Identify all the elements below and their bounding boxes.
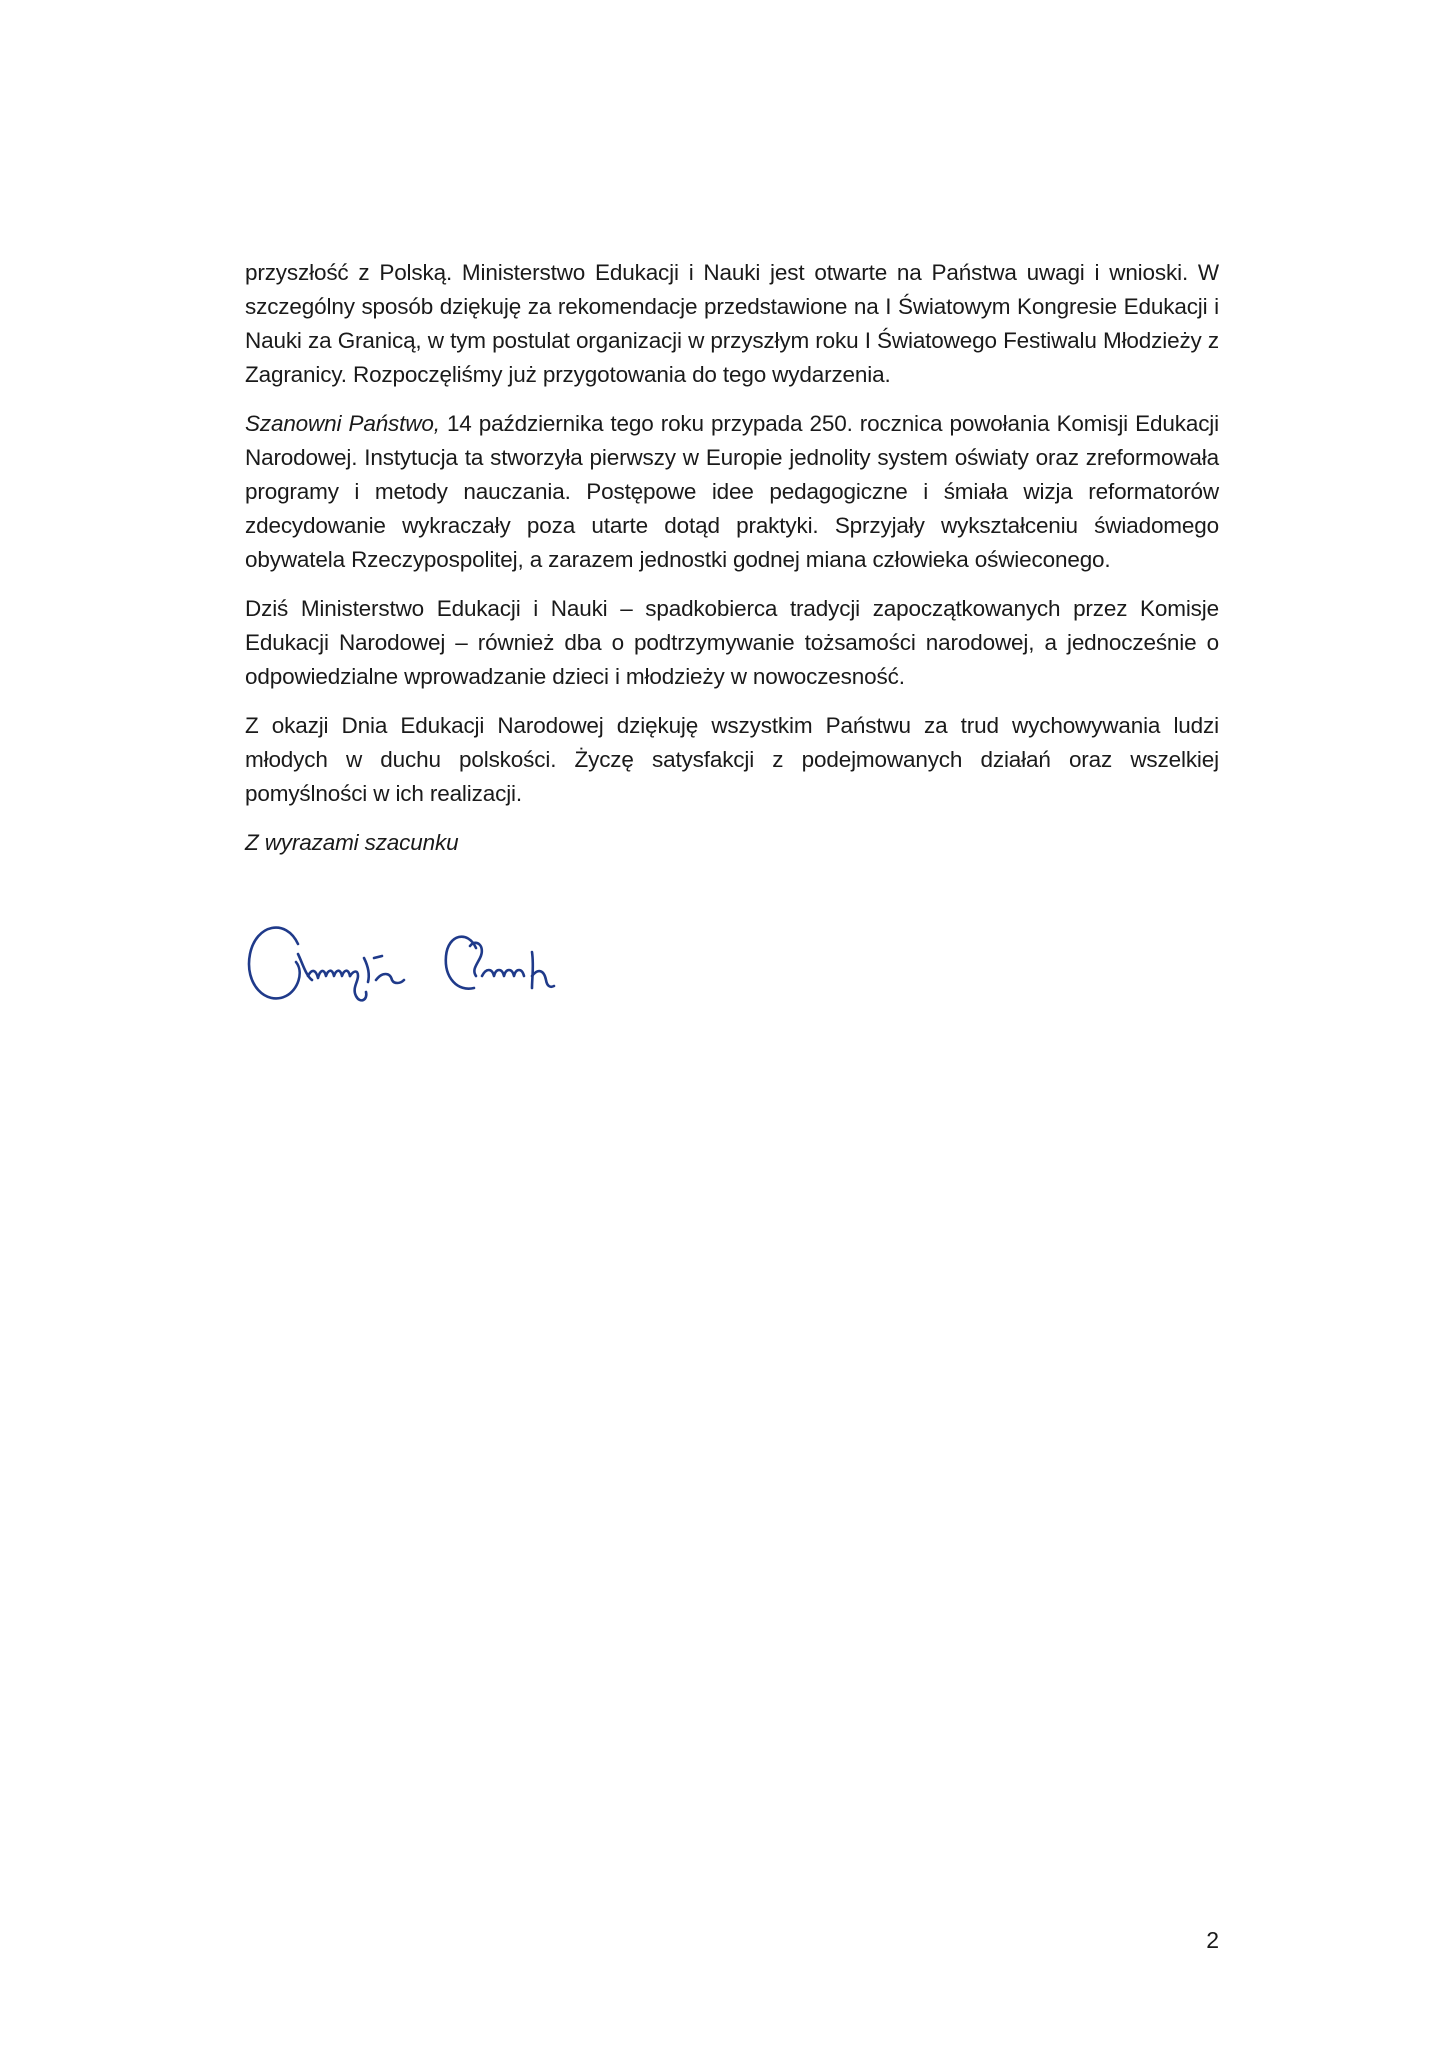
salutation: Szanowni Państwo, (245, 411, 440, 436)
paragraph-anniversary (245, 407, 1219, 577)
paragraph-ministry-today: Dziś Ministerstwo Edukacji i Nauki – spadkobierca tradycji zapoczątkowanych przez Komisje Edukacji Narodowej – również dba o podtrzymywanie tożsamości narodowej, a jednocześnie o odpowiedzialne wprowadzanie dzieci i młodzieży w nowoczesność. (245, 596, 1219, 689)
page-number: 2 (1206, 1927, 1219, 1953)
paragraph-future-poland: przyszłość z Polską. Ministerstwo Edukacji i Nauki jest otwarte na Państwa uwagi i wnioski. W szczególny sposób dziękuję za rekomendacje przedstawione na I Światowym Kongresie Edukacji i Nauki za Granicą, w tym postulat organizacji w przyszłym roku I Światowego Festiwalu Młodzieży z Zagranicy. Rozpoczęliśmy już przygotowania do tego wydarzenia. (245, 260, 1219, 387)
paragraph-thanks: Z okazji Dnia Edukacji Narodowej dziękuję wszystkim Państwu za trud wychowywania ludzi młodych w duchu polskości. Życzę satysfakcji z podejmowanych działań oraz wszelkiej pomyślności w ich realizacji. (245, 713, 1219, 806)
handwritten-signature (236, 896, 616, 1016)
anniversary-text: 14 października tego roku przypada 250. rocznica powołania Komisji Edukacji Narodowej. Instytucja ta stworzyła pierwszy w Europie jednolity system oświaty oraz zreformowała programy i metody nauczania. Postępowe idee pedagogiczne i śmiała wizja reformatorów zdecydowanie wykraczały poza utarte dotąd praktyki. Sprzyjały wykształceniu świadomego obywatela Rzeczypospolitej, a zarazem jednostki godnej miana człowieka oświeconego. (245, 411, 1219, 572)
closing-phrase: Z wyrazami szacunku (245, 830, 459, 855)
signature-image (236, 896, 616, 1016)
letter-body (245, 256, 1219, 860)
